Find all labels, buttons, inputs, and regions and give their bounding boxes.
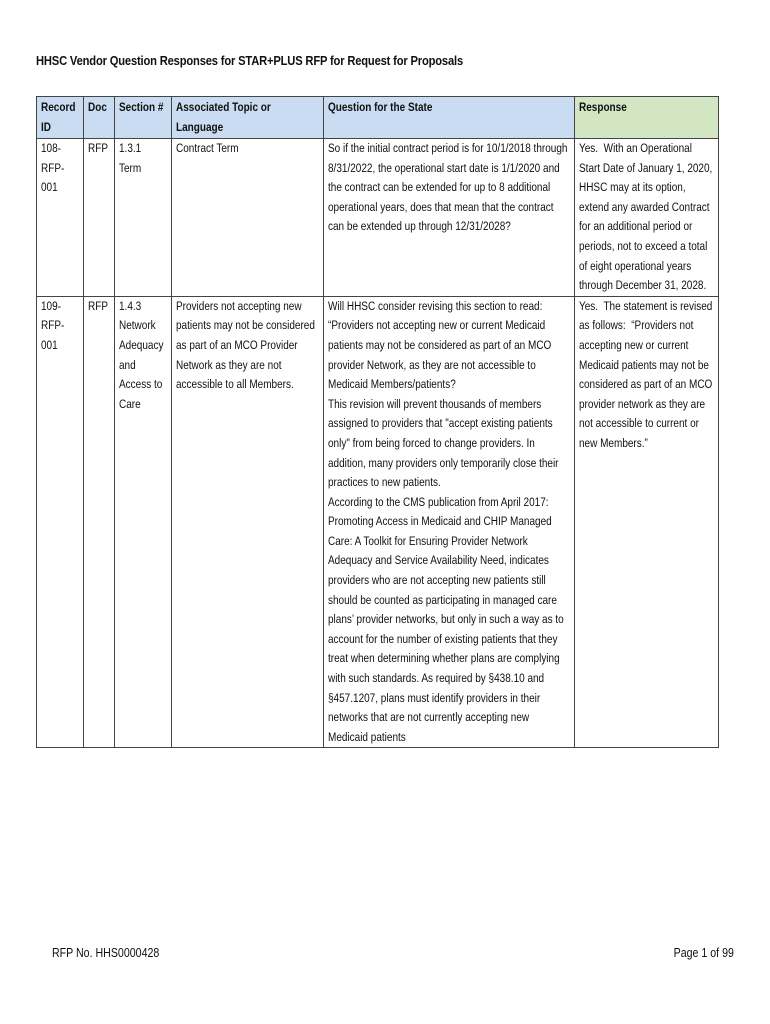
cell-record-id: 108- RFP- 001 <box>37 139 84 297</box>
cell-doc: RFP <box>84 139 115 297</box>
cell-record-id: 109- RFP- 001 <box>37 296 84 748</box>
header-response: Response <box>575 97 719 139</box>
cell-response: Yes. With an Operational Start Date of January 1, 2020, HHSC may at its option, extend any awarded Contract for an additional period or periods, not to exceed a total of eight operational years through December 31, 2028. <box>575 139 719 297</box>
cell-question: Will HHSC consider revising this section to read: “Providers not accepting new or current Medicaid patients may not be considered as part of an MCO provider Network, as they are not accessible to Medicaid Members/patients? This revision will prevent thousands of members assigned to providers that "accept existing patients only" from being forced to change providers. In addition, many providers only temporarily close their practices to new patients. According to the CMS publication from April 2017: Promoting Access in Medicaid and CHIP Managed Care: A Toolkit for Ensuring Provider Network Adequacy and Service Availability Need, indicates providers who are not accepting new patients still should be counted as participating in managed care plans’ provider networks, but only in such a way as to account for the number of existing patients that they treat when determining whether plans are complying with such standards. As required by §438.10 and §457.1207, plans must identify providers in their networks that are not currently accepting new Medicaid patients <box>324 296 575 748</box>
cell-response: Yes. The statement is revised as follows: “Providers not accepting new or current Medicaid patients may not be considered as part of an MCO provider network as they are not accessible to current or new Members.” <box>575 296 719 748</box>
footer-rfp-number: RFP No. HHS0000428 <box>52 946 160 960</box>
questions-table <box>36 96 719 748</box>
cell-section: 1.4.3 Network Adequacy and Access to Care <box>115 296 172 748</box>
header-doc: Doc <box>84 97 115 139</box>
table-row <box>37 139 719 297</box>
cell-question: So if the initial contract period is for 10/1/2018 through 8/31/2022, the operational start date is 1/1/2020 and the contract can be extended for up to 8 additional operational years, does that mean that the contract can be extended up through 12/31/2028? <box>324 139 575 297</box>
table-row <box>37 296 719 748</box>
header-record-id: Record ID <box>37 97 84 139</box>
cell-doc: RFP <box>84 296 115 748</box>
header-question: Question for the State <box>324 97 575 139</box>
cell-topic: Contract Term <box>172 139 324 297</box>
cell-section: 1.3.1 Term <box>115 139 172 297</box>
header-section: Section # <box>115 97 172 139</box>
footer-page-number: Page 1 of 99 <box>673 946 734 960</box>
document-title: HHSC Vendor Question Responses for STAR+PLUS RFP for Request for Proposals <box>36 53 463 68</box>
table-header-row <box>37 97 719 139</box>
header-topic: Associated Topic or Language <box>172 97 324 139</box>
cell-topic: Providers not accepting new patients may not be considered as part of an MCO Provider Network as they are not accessible to all Members. <box>172 296 324 748</box>
